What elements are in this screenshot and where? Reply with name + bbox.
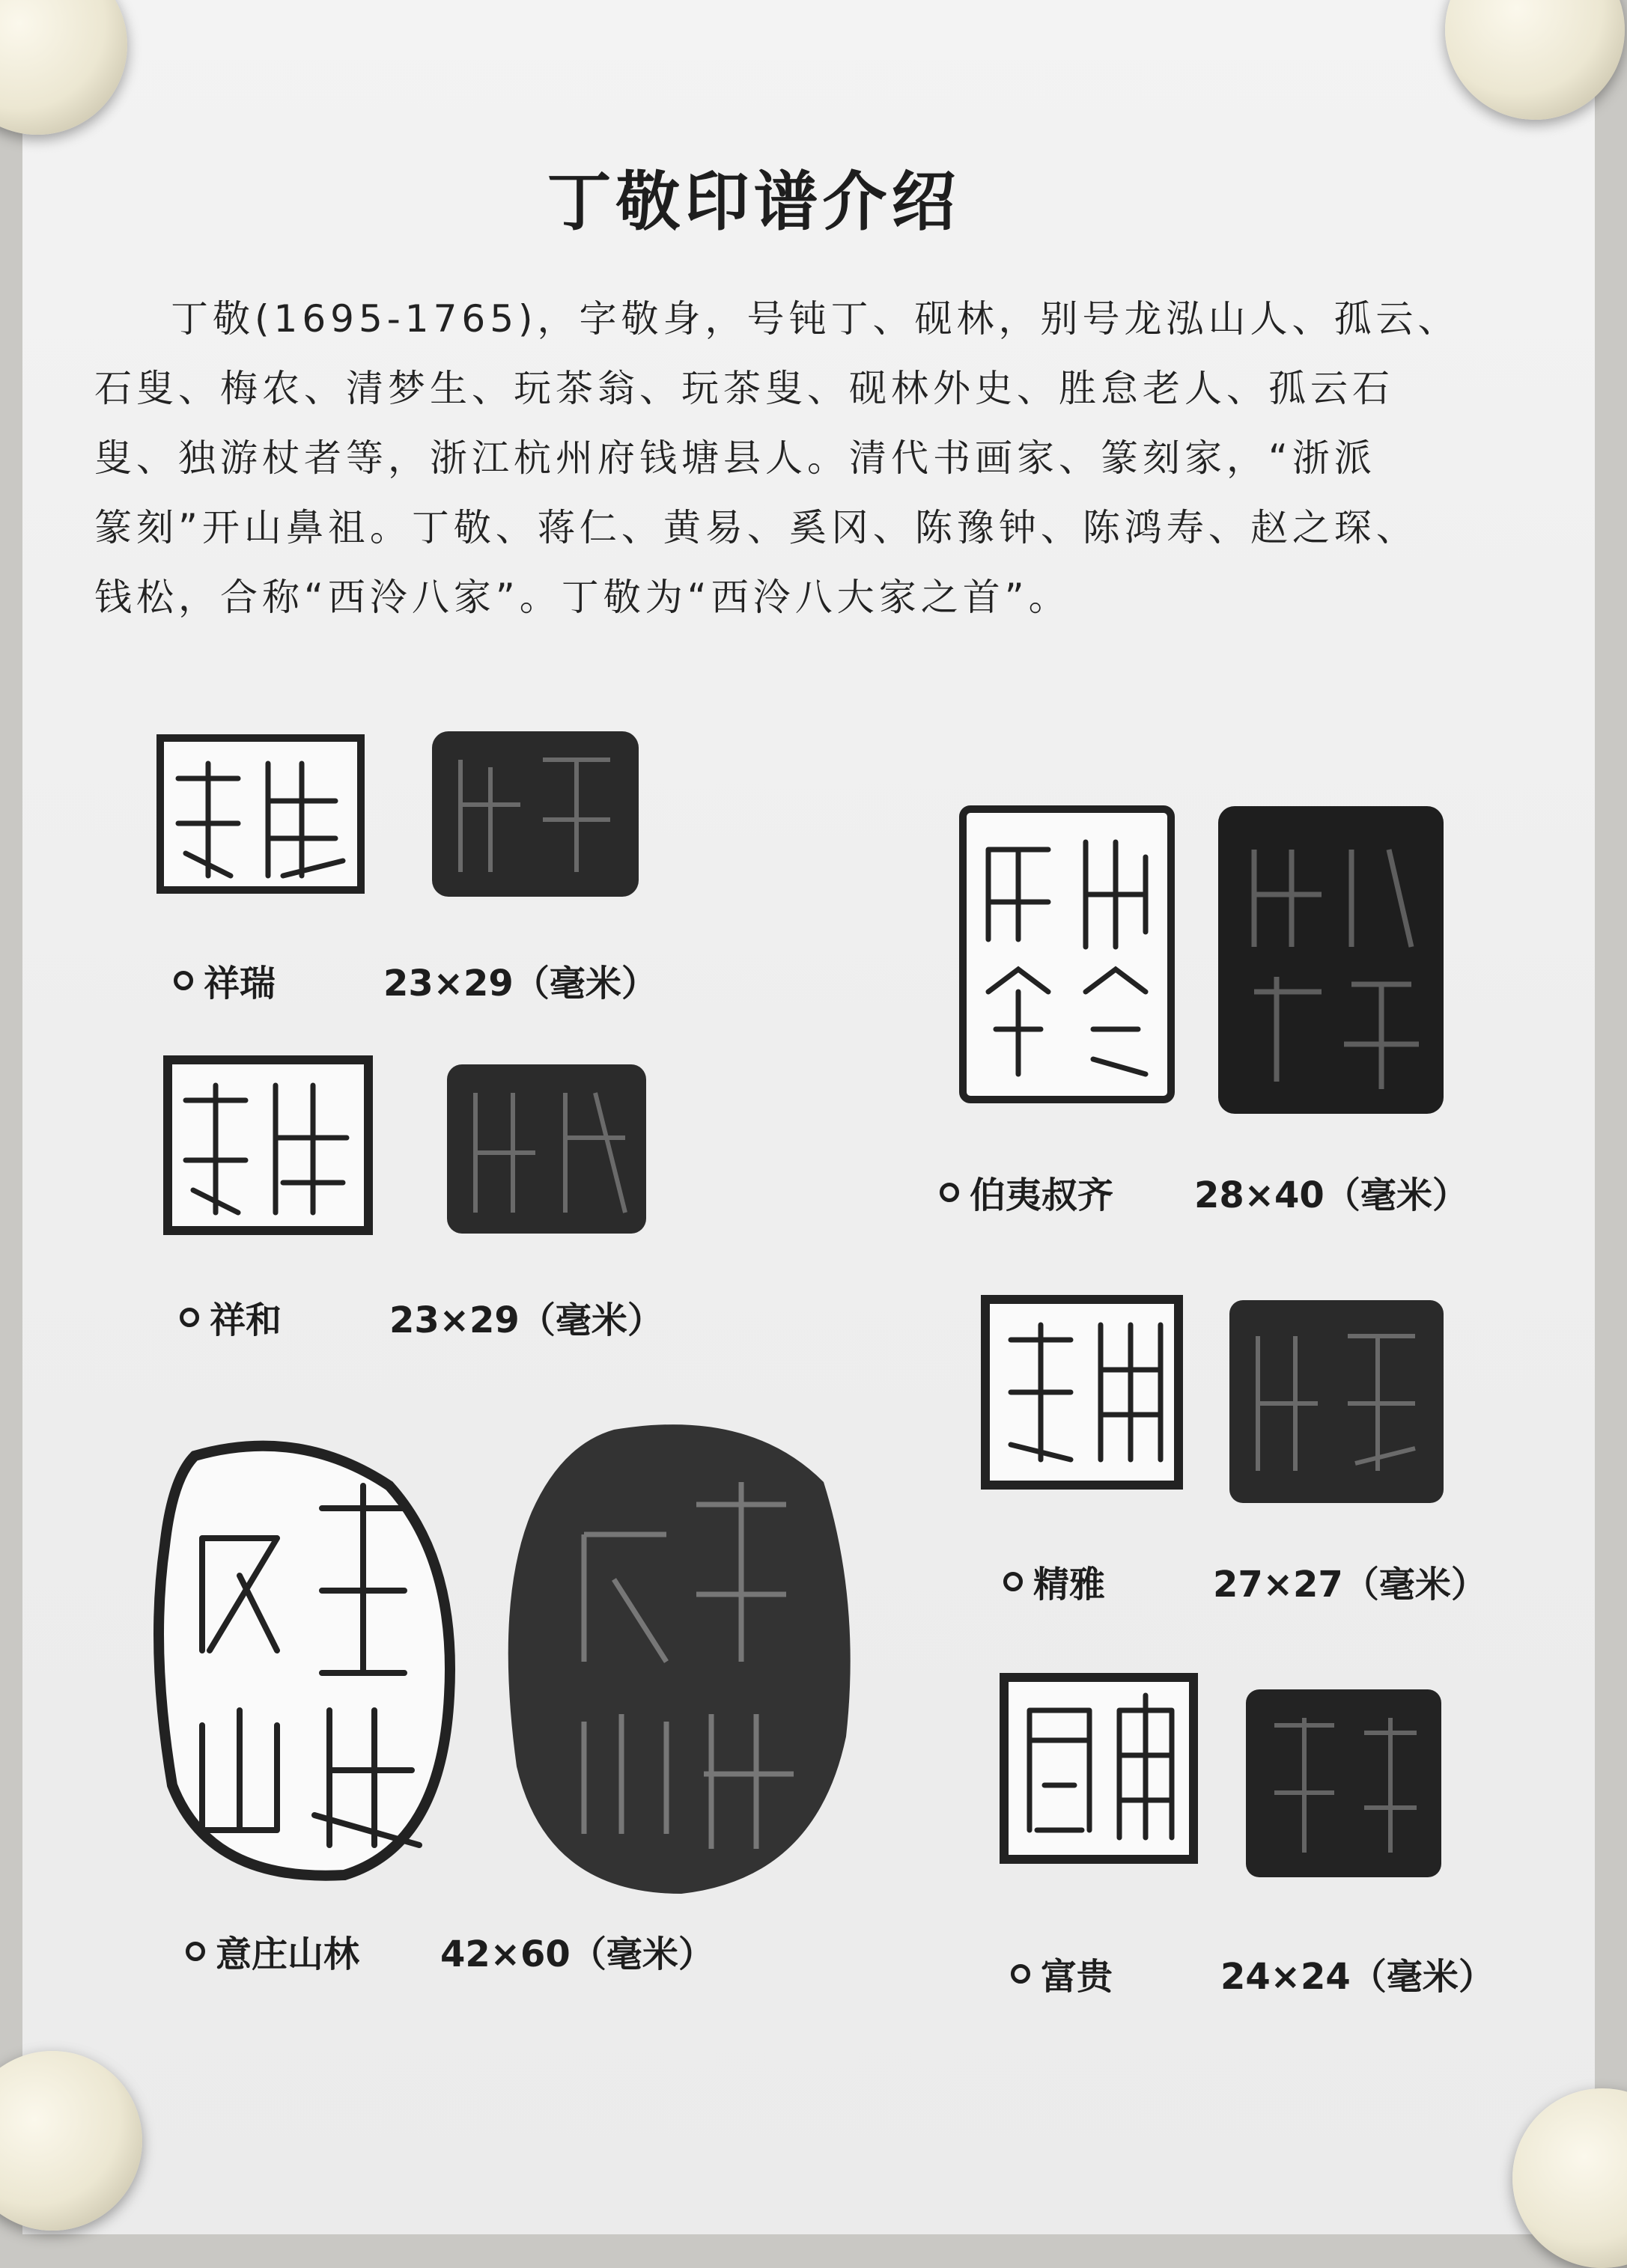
seal-size: 23×29（毫米）: [383, 963, 657, 1005]
seal-stone-jingya: [1228, 1299, 1445, 1505]
page-title: 丁敬印谱介绍: [547, 165, 961, 240]
intro-line: 篆刻”开山鼻祖。丁敬、蒋仁、黄易、奚冈、陈豫钟、陈鸿寿、赵之琛、: [94, 506, 1418, 549]
seal-impression-xiangrui: [156, 734, 365, 894]
intro-line: 叟、独游杖者等，浙江杭州府钱塘县人。清代书画家、篆刻家，“浙派: [94, 436, 1376, 480]
circle-bullet-icon: [174, 971, 193, 990]
seal-size: 28×40（毫米）: [1194, 1174, 1468, 1216]
seal-stone-xiangrui: [431, 730, 640, 898]
seal-size: 23×29（毫米）: [389, 1299, 663, 1341]
circle-bullet-icon: [940, 1183, 959, 1202]
seal-impression-yizhuangshanlin: [150, 1426, 464, 1890]
seal-caption-jingya: [1003, 1555, 1487, 1607]
seal-name: 富贵: [1041, 1956, 1113, 1998]
seal-size: 24×24（毫米）: [1220, 1956, 1494, 1998]
intro-line: 钱松，合称“西泠八家”。丁敬为“西泠八大家之首”。: [94, 576, 1071, 619]
intro-paragraph: [94, 284, 1532, 632]
seal-stone-xianghe: [445, 1063, 648, 1235]
seal-name: 精雅: [1033, 1564, 1106, 1606]
circle-bullet-icon: [1011, 1964, 1030, 1984]
seal-caption-yizhuangshanlin: [186, 1925, 714, 1977]
seal-stone-fugui: [1244, 1688, 1443, 1879]
circle-bullet-icon: [180, 1308, 199, 1327]
seal-name: 意庄山林: [216, 1933, 360, 1975]
circle-bullet-icon: [186, 1942, 205, 1961]
seal-name: 祥和: [210, 1299, 282, 1341]
seal-caption-xiangrui: [174, 954, 657, 1006]
intro-line: 石叟、梅农、清梦生、玩茶翁、玩茶叟、砚林外史、胜怠老人、孤云石: [94, 367, 1394, 410]
seal-impression-boyishuqi: [958, 805, 1176, 1104]
seal-stone-yizhuangshanlin: [502, 1415, 854, 1897]
seal-caption-boyishuqi: [940, 1166, 1468, 1218]
intro-line: 丁敬(1695-1765)，字敬身，号钝丁、砚林，别号龙泓山人、孤云、: [171, 297, 1460, 341]
circle-bullet-icon: [1003, 1572, 1023, 1591]
seal-size: 27×27（毫米）: [1213, 1564, 1487, 1606]
seal-impression-jingya: [981, 1295, 1183, 1490]
seal-name: 伯夷叔齐: [970, 1174, 1114, 1216]
seal-stone-boyishuqi: [1217, 805, 1445, 1115]
seal-impression-xianghe: [163, 1055, 373, 1235]
seal-name: 祥瑞: [204, 963, 276, 1005]
seal-size: 42×60（毫米）: [440, 1933, 714, 1975]
seal-caption-fugui: [1011, 1948, 1494, 1999]
seal-impression-fugui: [1000, 1673, 1198, 1864]
seal-caption-xianghe: [180, 1291, 663, 1343]
